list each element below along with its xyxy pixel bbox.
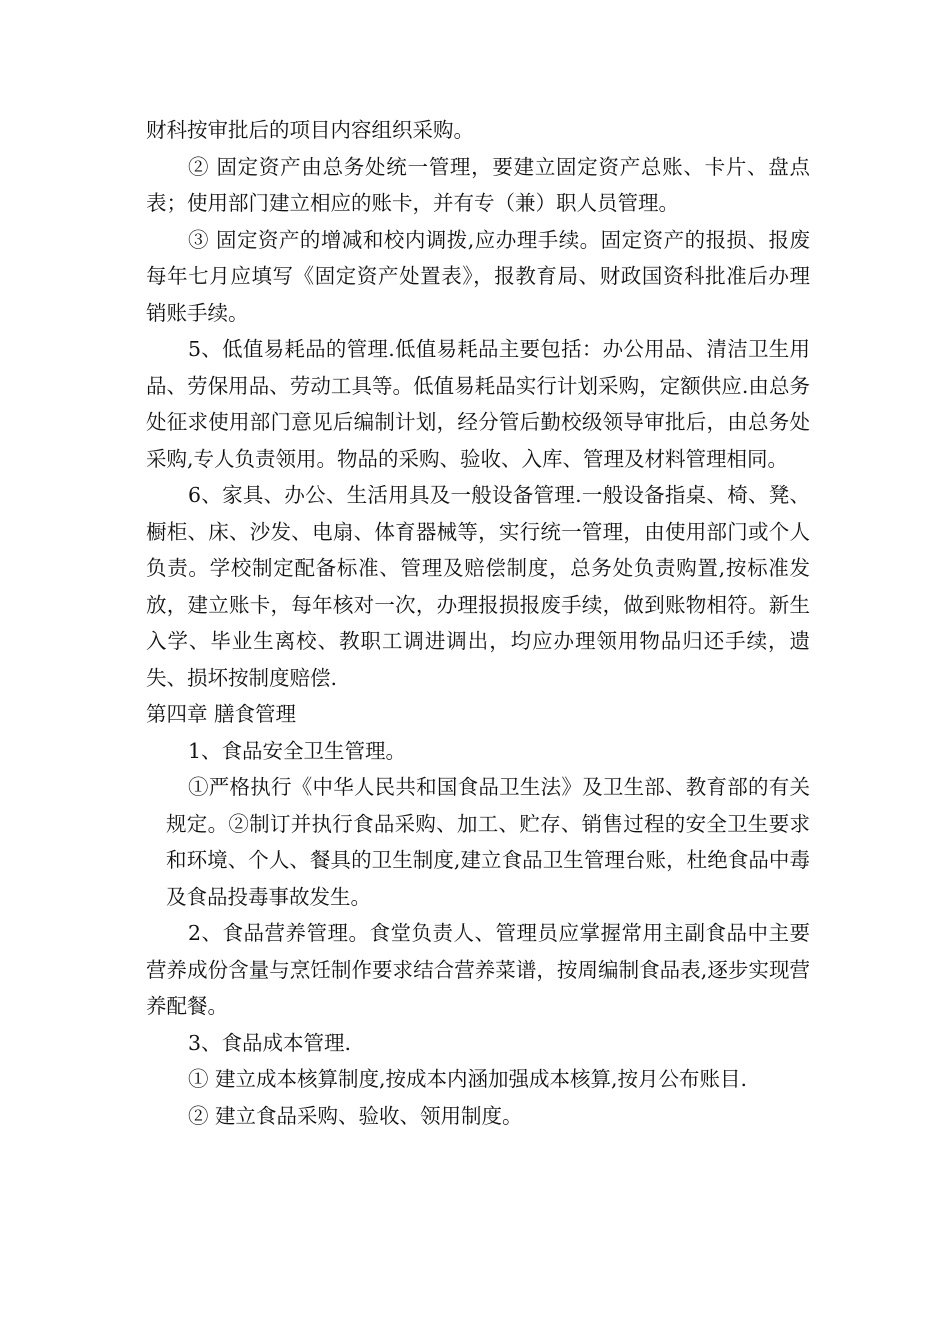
paragraph-fixed-assets-management: ② 固定资产由总务处统一管理，要建立固定资产总账、卡片、盘点表；使用部门建立相应的账卡，并有专（兼）职人员管理。 [146,154,810,215]
paragraph-consumables-management: 5、低值易耗品的管理.低值易耗品主要包括：办公用品、清洁卫生用品、劳保用品、劳动工具等。低值易耗品实行计划采购，定额供应.由总务处征求使用部门意见后编制计划，经分管后勤校级领导审批后，由总务处采购,专人负责领用。物品的采购、验收、入库、管理及材料管理相同。 [146,337,810,471]
document-body [146,112,810,1134]
paragraph-food-cost-title: 3、食品成本管理. [188,1030,352,1055]
paragraph-food-nutrition: 2、食品营养管理。食堂负责人、管理员应掌握常用主副食品中主要营养成份含量与烹饪制作要求结合营养菜谱，按周编制食品表,逐步实现营养配餐。 [146,921,810,1018]
paragraph-furniture-equipment-management: 6、家具、办公、生活用具及一般设备管理.一般设备指桌、椅、凳、橱柜、床、沙发、电扇、体育器械等，实行统一管理，由使用部门或个人负责。学校制定配备标准、管理及赔偿制度，总务处负责购置,按标准发放，建立账卡，每年核对一次，办理报损报废手续，做到账物相符。新生入学、毕业生离校、教职工调进调出，均应办理领用物品归还手续，遗失、损坏按制度赔偿. [146,483,810,690]
paragraph-procurement-end: 财科按审批后的项目内容组织采购。 [146,118,474,142]
paragraph-cost-accounting: ① 建立成本核算制度,按成本内涵加强成本核算,按月公布账目. [188,1067,748,1091]
chapter-heading: 第四章 膳食管理 [146,702,297,726]
paragraph-food-safety-title: 1、食品安全卫生管理。 [188,738,407,763]
paragraph-food-safety-rules: ①严格执行《中华人民共和国食品卫生法》及卫生部、教育部的有关规定。②制订并执行食品采购、加工、贮存、销售过程的安全卫生要求和环境、个人、餐具的卫生制度,建立食品卫生管理台账，杜绝食品中毒及食品投毒事故发生。 [166,775,810,909]
paragraph-fixed-assets-disposal: ③ 固定资产的增减和校内调拨,应办理手续。固定资产的报损、报废每年七月应填写《固定资产处置表》，报教育局、财政国资科批准后办理销账手续。 [146,227,810,325]
paragraph-food-procurement: ② 建立食品采购、验收、领用制度。 [188,1103,523,1128]
